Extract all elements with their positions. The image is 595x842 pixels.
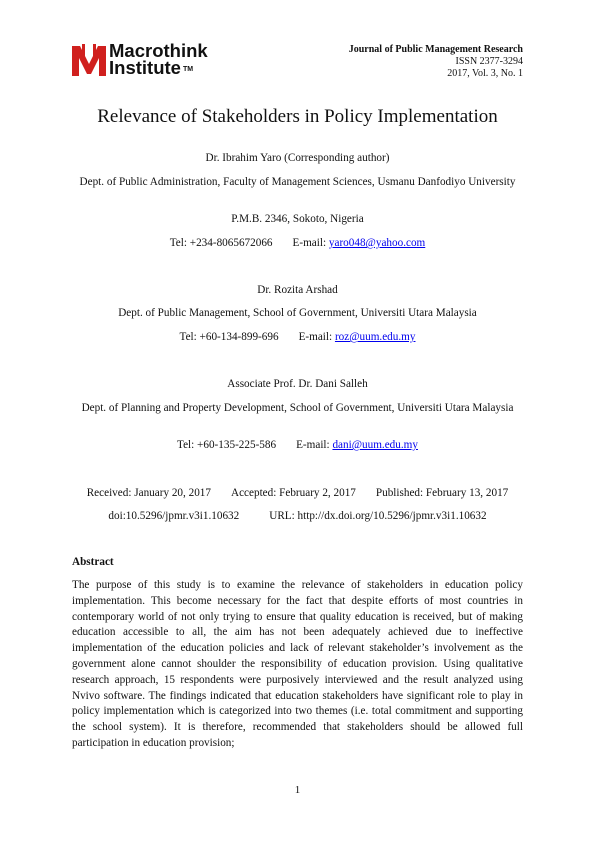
author2-email-label: E-mail: [298, 331, 333, 343]
author3-email-label: E-mail: [296, 439, 330, 451]
journal-name: Journal of Public Management Research [348, 44, 523, 55]
page-number: 1 [294, 784, 301, 796]
author2-name: Dr. Rozita Arshad [257, 284, 338, 296]
doi: doi:10.5296/jpmr.v3i1.10632 [108, 510, 240, 522]
accepted-date: Accepted: February 2, 2017 [231, 487, 356, 499]
logo-line2: Institute [109, 57, 181, 78]
author2-affiliation: Dept. of Public Management, School of Government, Universiti Utara Malaysia [118, 307, 477, 319]
abstract-heading: Abstract [72, 556, 114, 568]
author1-email-link[interactable]: yaro048@yahoo.com [328, 237, 426, 249]
author1-address: P.M.B. 2346, Sokoto, Nigeria [231, 213, 364, 225]
journal-issn: ISSN 2377-3294 [455, 56, 523, 67]
journal-volume: 2017, Vol. 3, No. 1 [447, 68, 523, 79]
publisher-logo [72, 40, 232, 78]
macrothink-logo-icon [72, 44, 106, 76]
doi-url: URL: http://dx.doi.org/10.5296/jpmr.v3i1.10632 [269, 510, 487, 522]
publication-dates [40, 486, 555, 500]
author1-affiliation: Dept. of Public Administration, Faculty of Management Sciences, Usmanu Danfodiyo University [79, 176, 516, 188]
author2-email-link[interactable]: roz@uum.edu.my [334, 331, 416, 343]
author1-tel: Tel: +234-8065672066 [169, 237, 273, 249]
author2-tel: Tel: +60-134-899-696 [179, 331, 279, 343]
author2-contact [60, 330, 535, 344]
author3-contact [60, 438, 535, 452]
logo-line1: Macrothink [109, 40, 208, 61]
author3-name: Associate Prof. Dr. Dani Salleh [227, 378, 368, 390]
doi-line [40, 509, 555, 523]
journal-info [349, 44, 523, 80]
logo-wordmark [109, 42, 208, 76]
published-date: Published: February 13, 2017 [375, 487, 509, 499]
author1-contact [60, 236, 535, 250]
paper-title: Relevance of Stakeholders in Policy Implementation [97, 106, 498, 127]
author1-email-label: E-mail: [292, 237, 327, 249]
received-date: Received: January 20, 2017 [86, 487, 211, 499]
author3-affiliation: Dept. of Planning and Property Development, School of Government, Universiti Utara Malaysia [81, 402, 514, 414]
author3-tel: Tel: +60-135-225-586 [177, 439, 277, 451]
abstract-text: The purpose of this study is to examine the relevance of stakeholders in education policy implementation. This become necessary for the fact that despite efforts of most countries in contemporary world of not only trying to ensure that quality education is received, but of making education accessible to all, the aim has not been adequately achieved due to ineffective implementation of the education policies and lack of relevant stakeholder’s involvement as the government alone cannot shoulder the responsibility of education provision. Using qualitative research approach, 15 respondents were purposively interviewed and the result analyzed using Nvivo software. The findings indicated that education stakeholders have significant role to play in policy implementation which is categorized into two themes (i.e. total commitment and supporting the school system). It is therefore, recommended that stakeholders should be allowed full participation in education provision; [72, 579, 523, 749]
author3-email-link[interactable]: dani@uum.edu.my [332, 439, 418, 451]
author1-name: Dr. Ibrahim Yaro (Corresponding author) [205, 152, 390, 164]
logo-tm: TM [182, 66, 194, 73]
